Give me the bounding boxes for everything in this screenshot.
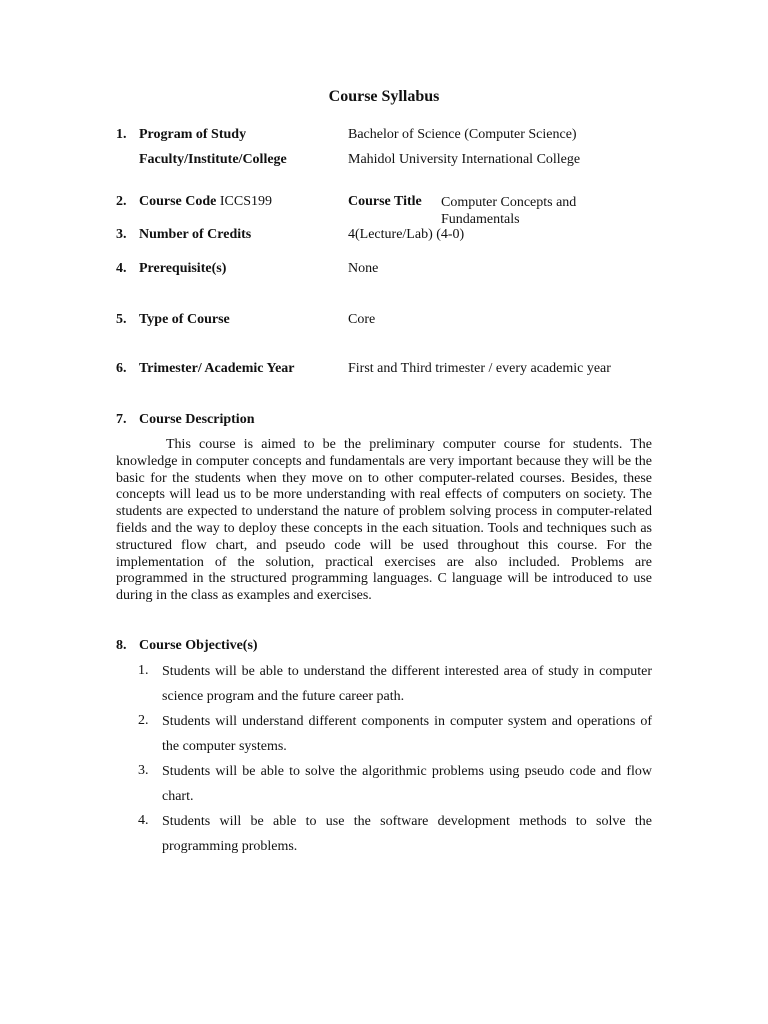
objective-text: Students will be able to understand the different interested area of study in computer science program and the future career path. [162,664,652,704]
item-number: 5. [116,312,127,327]
objective-text: Students will be able to solve the algorithmic problems using pseudo code and flow chart. [162,764,652,804]
objective-number: 3. [138,763,149,778]
credits-label: Number of Credits [139,227,252,242]
course-code-label: Course Code [139,194,217,209]
credits-value: 4(Lecture/Lab) (4-0) [348,227,465,242]
item-number: 3. [116,227,127,242]
faculty-value: Mahidol University International College [348,152,581,167]
item-number: 4. [116,261,127,276]
program-value: Bachelor of Science (Computer Science) [348,127,577,142]
trimester-value: First and Third trimester / every academic year [348,361,611,376]
course-title-field [348,194,658,227]
course-code-value: ICCS199 [219,194,273,209]
prerequisite-label: Prerequisite(s) [139,261,227,276]
type-of-course-value: Core [348,312,376,327]
course-objectives-label: Course Objective(s) [139,638,258,653]
course-title-value: Computer Concepts and Fundamentals [441,195,577,227]
course-description-text: This course is aimed to be the preliminary computer course for students. The knowledge in computer concepts and fundamentals are very important because they will be the basic for the students when they move on to other computer-related courses. Besides, these concepts will lead us to be more understanding with real effects of computers on society. The students are expected to understand the nature of problem solving process in computer-related fields and the way to deploy these concepts in the each situation. Tools and techniques such as structured flow chart, and pseudo code will be used throughout this course. For the implementation of the solution, practical exercises are also included. Problems are programmed in the structured programming languages. C language will be introduced to use during in the class as examples and exercises. [116,437,652,604]
type-of-course-label: Type of Course [139,312,230,327]
course-code-field [139,194,272,210]
course-description-label: Course Description [139,412,255,427]
item-number: 6. [116,361,127,376]
item-number: 8. [116,638,127,653]
objective-text: Students will be able to use the software development methods to solve the programming problems. [162,814,652,854]
prerequisite-value: None [348,261,379,276]
trimester-label: Trimester/ Academic Year [139,361,295,376]
course-description-paragraph [116,437,652,605]
page-title: Course Syllabus [328,88,440,105]
objective-number: 4. [138,813,149,828]
item-number: 1. [116,127,127,142]
item-number: 7. [116,412,127,427]
objective-number: 1. [138,663,149,678]
objective-text: Students will understand different components in computer system and operations of the computer systems. [162,714,652,754]
faculty-label: Faculty/Institute/College [139,152,287,167]
item-number: 2. [116,194,127,209]
program-label: Program of Study [139,127,247,142]
course-title-label: Course Title [348,194,422,209]
objective-number: 2. [138,713,149,728]
